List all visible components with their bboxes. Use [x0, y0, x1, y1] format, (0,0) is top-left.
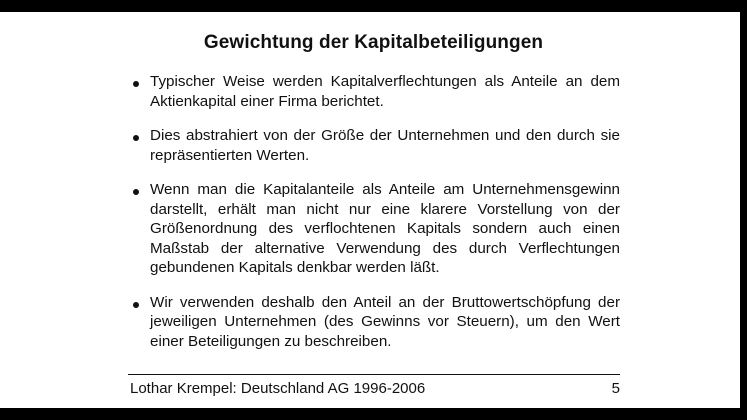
bullet-dot-icon	[133, 81, 139, 87]
bullet-item	[130, 293, 620, 352]
presentation-slide	[0, 12, 740, 408]
footer-divider	[128, 374, 620, 375]
bullet-item	[130, 180, 620, 278]
bullet-item	[130, 126, 620, 165]
bullet-text: Wenn man die Kapitalanteile als Anteile am Unternehmensgewinn darstellt, erhält man nicht nur eine klarere Vorstellung von der Größenordnung des verflochtenen Kapitals sondern auch einen Maßstab der alternative Verwendung des durch Verflechtungen gebundenen Kapitals denkbar werden läßt.	[150, 181, 620, 276]
slide-title: Gewichtung der Kapitalbeteiligungen	[203, 32, 544, 53]
bullet-text: Typischer Weise werden Kapitalverflechtungen als Anteile an dem Aktienkapital einer Firma berichtet.	[150, 73, 620, 110]
bullet-item	[130, 72, 620, 111]
page-number: 5	[611, 380, 620, 397]
bullet-text: Dies abstrahiert von der Größe der Unternehmen und den durch sie repräsentierten Werten.	[150, 127, 620, 164]
bullet-dot-icon	[133, 135, 139, 141]
bullet-dot-icon	[133, 189, 139, 195]
bullet-text: Wir verwenden deshalb den Anteil an der Bruttowertschöpfung der jeweiligen Unternehmen (des Gewinns vor Steuern), um den Wert einer Beteiligungen zu beschreiben.	[150, 293, 620, 350]
footer-author: Lothar Krempel: Deutschland AG 1996-2006	[130, 380, 426, 397]
bullet-list	[130, 72, 620, 366]
bullet-dot-icon	[133, 302, 139, 308]
